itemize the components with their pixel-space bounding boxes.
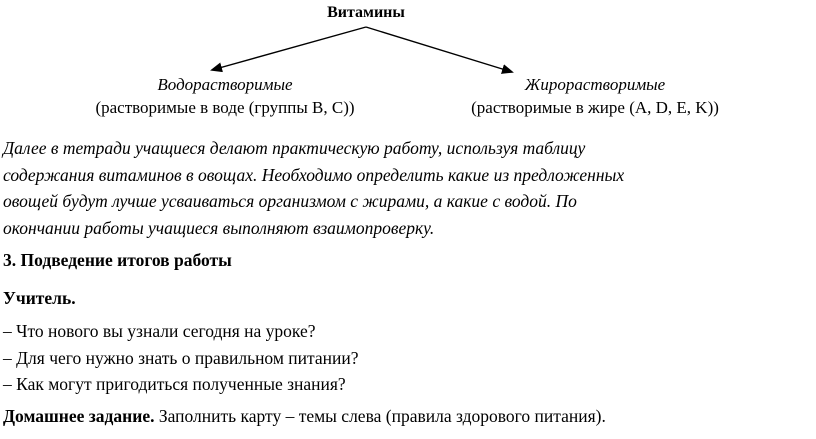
homework-label: Домашнее задание. — [3, 406, 155, 426]
homework-line — [3, 403, 813, 430]
teacher-label: Учитель. — [3, 288, 76, 308]
question-item: – Как могут пригодиться полученные знания? — [3, 374, 346, 394]
paragraph-line: овощей будут лучше усваиваться организмом с жирами, а какие с водой. По — [3, 191, 577, 211]
water-soluble-description: (растворимые в воде (группы В, С)) — [95, 98, 355, 117]
homework-text: Заполнить карту – темы слева (правила здорового питания). — [154, 406, 606, 426]
section-heading: 3. Подведение итогов работы — [3, 250, 232, 270]
paragraph-line: содержания витаминов в овощах. Необходимо определить какие из предложенных — [3, 164, 625, 185]
fat-soluble-description: (растворимые в жире (A, D, E, K)) — [471, 98, 719, 117]
paragraph-line: окончании работы учащиеся выполняют взаимопроверку. — [3, 217, 435, 238]
fat-soluble-node — [430, 74, 760, 119]
water-soluble-node — [60, 74, 390, 119]
arrow-right — [366, 27, 512, 72]
arrow-left — [212, 27, 366, 70]
vitamins-diagram — [0, 0, 816, 130]
questions-list — [3, 318, 813, 398]
water-soluble-name: Водорастворимые — [157, 75, 293, 94]
question-item: – Для чего нужно знать о правильном питании? — [3, 347, 359, 368]
question-item: – Что нового вы узнали сегодня на уроке? — [3, 321, 316, 341]
diagram-title: Витамины — [327, 4, 405, 21]
fat-soluble-name: Жирорастворимые — [524, 75, 666, 94]
practical-work-paragraph — [3, 135, 813, 241]
paragraph-line: Далее в тетради учащиеся делают практическую работу, используя таблицу — [3, 138, 586, 158]
